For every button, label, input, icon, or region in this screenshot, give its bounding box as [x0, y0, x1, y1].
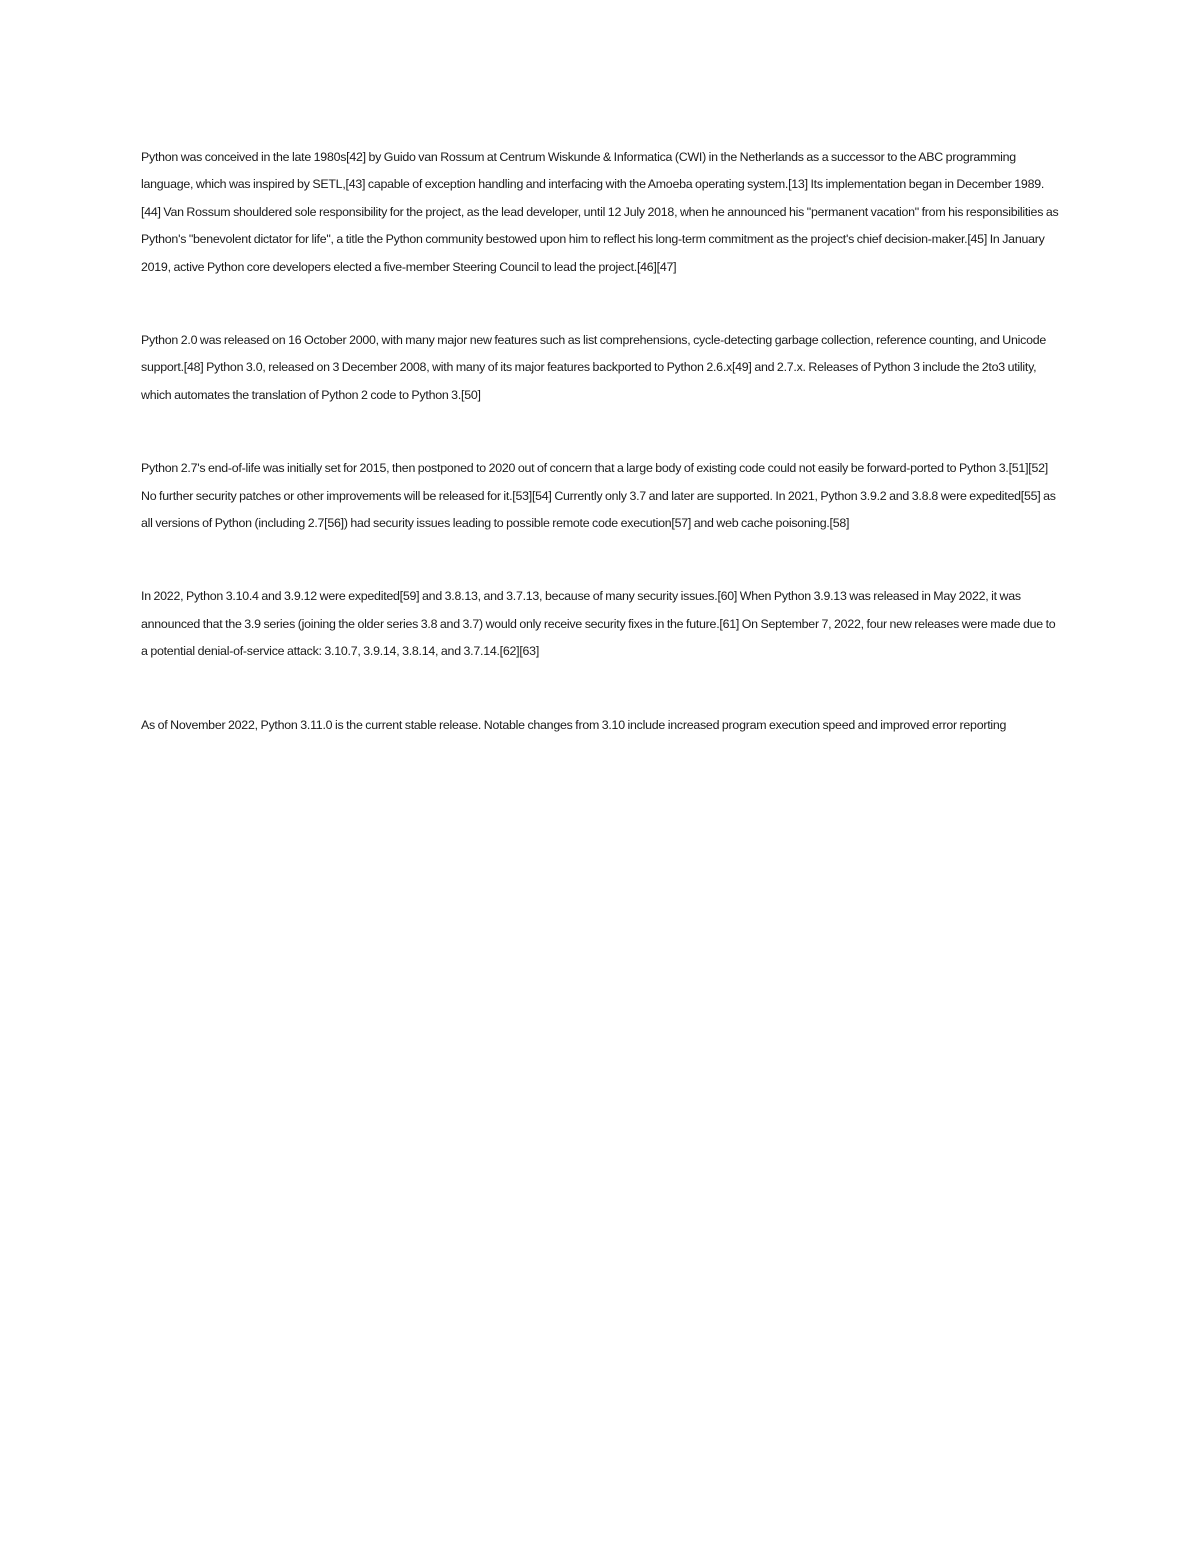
paragraph-python-2-7-end-of-life: Python 2.7's end-of-life was initially set for 2015, then postponed to 2020 out of concern that a large body of existing code could not easily be forward-ported to Python 3.[51][52] No further security patches or other improvements will be released for it.[53][54] Currently only 3.7 and later are supported. In 2021, Python 3.9.2 and 3.8.8 were expedited[55] as all versions of Python (including 2.7[56]) had security issues leading to possible remote code execution[57] and web cache poisoning.[58] [141, 461, 1056, 531]
document-body [141, 144, 1063, 785]
paragraph-2022-security-releases: In 2022, Python 3.10.4 and 3.9.12 were expedited[59] and 3.8.13, and 3.7.13, because of many security issues.[60] When Python 3.9.13 was released in May 2022, it was announced that the 3.9 series (joining the older series 3.8 and 3.7) would only receive security fixes in the future.[61] On September 7, 2022, four new releases were made due to a potential denial-of-service attack: 3.10.7, 3.9.14, 3.8.14, and 3.7.14.[62][63] [141, 589, 1056, 659]
paragraph-history-origins: Python was conceived in the late 1980s[42] by Guido van Rossum at Centrum Wiskunde & Informatica (CWI) in the Netherlands as a successor to the ABC programming language, which was inspired by SETL,[43] capable of exception handling and interfacing with the Amoeba operating system.[13] Its implementation began in December 1989.[44] Van Rossum shouldered sole responsibility for the project, as the lead developer, until 12 July 2018, when he announced his "permanent vacation" from his responsibilities as Python's "benevolent dictator for life", a title the Python community bestowed upon him to reflect his long-term commitment as the project's chief decision-maker.[45] In January 2019, active Python core developers elected a five-member Steering Council to lead the project.[46][47] [141, 150, 1059, 274]
paragraph-current-stable-release: As of November 2022, Python 3.11.0 is the current stable release. Notable changes from 3.10 include increased program execution speed and improved error reporting [141, 717, 1007, 732]
paragraph-python-2-and-3: Python 2.0 was released on 16 October 2000, with many major new features such as list comprehensions, cycle-detecting garbage collection, reference counting, and Unicode support.[48] Python 3.0, released on 3 December 2008, with many of its major features backported to Python 2.6.x[49] and 2.7.x. Releases of Python 3 include the 2to3 utility, which automates the translation of Python 2 code to Python 3.[50] [141, 333, 1046, 402]
